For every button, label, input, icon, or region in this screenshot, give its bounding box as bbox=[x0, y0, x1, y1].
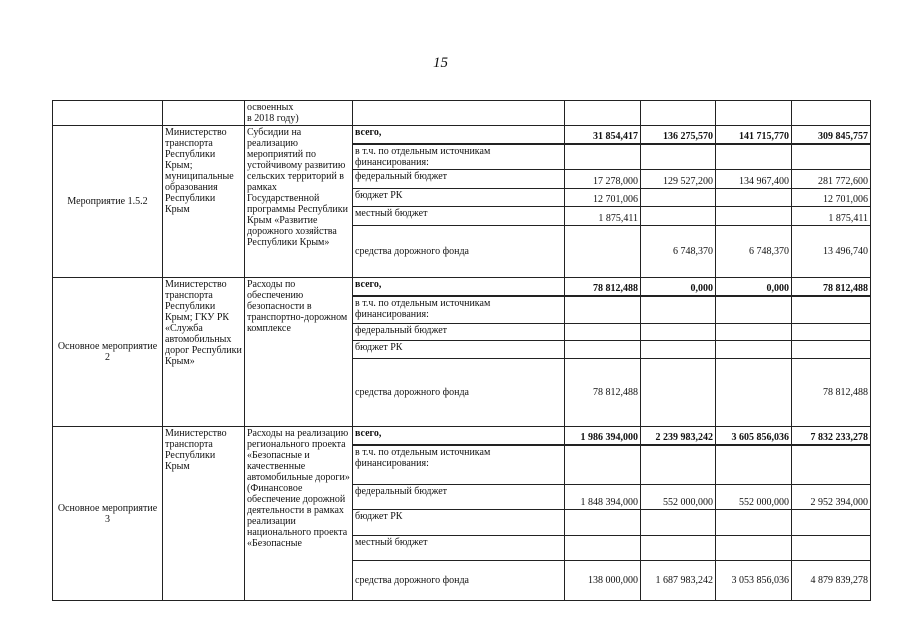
amount-cell bbox=[792, 341, 871, 359]
amount-cell: 2 239 983,242 bbox=[641, 427, 716, 445]
amount-cell: 309 845,757 bbox=[792, 126, 871, 144]
amount-cell bbox=[792, 144, 871, 170]
table-row bbox=[53, 126, 871, 144]
source-cell: средства дорожного фонда bbox=[353, 359, 565, 427]
amount-cell: 1 687 983,242 bbox=[641, 561, 716, 601]
amount-cell bbox=[716, 341, 792, 359]
page-number: 15 bbox=[433, 55, 448, 71]
amount-cell: 31 854,417 bbox=[565, 126, 641, 144]
amount-cell: 1 848 394,000 bbox=[565, 485, 641, 510]
amount-cell bbox=[716, 144, 792, 170]
table-row bbox=[53, 101, 871, 126]
amount-cell: 1 875,411 bbox=[565, 207, 641, 226]
amount-cell bbox=[716, 445, 792, 485]
amount-cell bbox=[641, 359, 716, 427]
amount-cell: 1 875,411 bbox=[792, 207, 871, 226]
amount-cell: 134 967,400 bbox=[716, 170, 792, 189]
amount-cell: 0,000 bbox=[716, 278, 792, 296]
description-cell: Расходы на реализацию регионального проекта «Безопасные и качественные автомобильные дороги» (Финансовое обеспечение дорожной деятельности в рамках реализации национального проекта «Безопасные bbox=[245, 427, 353, 601]
amount-cell bbox=[565, 510, 641, 536]
amount-cell: 141 715,770 bbox=[716, 126, 792, 144]
amount-cell: 4 879 839,278 bbox=[792, 561, 871, 601]
amount-cell bbox=[641, 207, 716, 226]
amount-cell bbox=[641, 510, 716, 536]
amount-cell bbox=[565, 536, 641, 561]
executor-cell: Министерство транспорта Республики Крым; муниципальные образования Республики Крым bbox=[163, 126, 245, 278]
amount-cell bbox=[792, 296, 871, 324]
amount-cell: 78 812,488 bbox=[565, 359, 641, 427]
amount-cell: 129 527,200 bbox=[641, 170, 716, 189]
amount-cell bbox=[565, 341, 641, 359]
amount-cell: 6 748,370 bbox=[641, 226, 716, 278]
source-cell: бюджет РК bbox=[353, 189, 565, 207]
amount-cell bbox=[792, 324, 871, 341]
source-cell: федеральный бюджет bbox=[353, 170, 565, 189]
amount-cell bbox=[716, 536, 792, 561]
amount-cell: 6 748,370 bbox=[716, 226, 792, 278]
amount-cell bbox=[716, 189, 792, 207]
amount-cell: 17 278,000 bbox=[565, 170, 641, 189]
amount-cell bbox=[565, 226, 641, 278]
amount-cell: 12 701,006 bbox=[565, 189, 641, 207]
amount-cell bbox=[641, 536, 716, 561]
amount-cell: 138 000,000 bbox=[565, 561, 641, 601]
budget-table bbox=[52, 100, 871, 601]
amount-cell: 12 701,006 bbox=[792, 189, 871, 207]
amount-cell bbox=[565, 324, 641, 341]
amount-cell bbox=[716, 296, 792, 324]
executor-cell: Министерство транспорта Республики Крым; ГКУ РК «Служба автомобильных дорог Республики Крым» bbox=[163, 278, 245, 427]
amount-cell: 78 812,488 bbox=[792, 278, 871, 296]
source-cell: местный бюджет bbox=[353, 536, 565, 561]
executor-cell: Министерство транспорта Республики Крым bbox=[163, 427, 245, 601]
source-cell: в т.ч. по отдельным источникам финансирования: bbox=[353, 445, 565, 485]
amount-cell bbox=[792, 510, 871, 536]
amount-cell bbox=[641, 341, 716, 359]
amount-cell bbox=[792, 445, 871, 485]
amount-cell bbox=[716, 510, 792, 536]
amount-cell bbox=[641, 144, 716, 170]
amount-cell: 3 605 856,036 bbox=[716, 427, 792, 445]
source-cell: федеральный бюджет bbox=[353, 324, 565, 341]
group-name-cell: Основное мероприятие 3 bbox=[53, 427, 163, 601]
amount-cell: 3 053 856,036 bbox=[716, 561, 792, 601]
amount-cell bbox=[565, 144, 641, 170]
source-cell: средства дорожного фонда bbox=[353, 226, 565, 278]
source-cell: бюджет РК bbox=[353, 341, 565, 359]
amount-cell bbox=[716, 207, 792, 226]
amount-cell: 7 832 233,278 bbox=[792, 427, 871, 445]
amount-cell: 136 275,570 bbox=[641, 126, 716, 144]
table-row bbox=[53, 278, 871, 296]
group-name-cell: Основное мероприятие 2 bbox=[53, 278, 163, 427]
amount-cell bbox=[565, 445, 641, 485]
amount-cell: 1 986 394,000 bbox=[565, 427, 641, 445]
source-cell: федеральный бюджет bbox=[353, 485, 565, 510]
amount-cell: 281 772,600 bbox=[792, 170, 871, 189]
source-cell: в т.ч. по отдельным источникам финансирования: bbox=[353, 296, 565, 324]
amount-cell: 78 812,488 bbox=[565, 278, 641, 296]
description-cell: Расходы по обеспечению безопасности в транспортно-дорожном комплексе bbox=[245, 278, 353, 427]
description-cell: Субсидии на реализацию мероприятий по устойчивому развитию сельских территорий в рамках Государственной программы Республики Крым «Развитие дорожного хозяйства Республики Крым» bbox=[245, 126, 353, 278]
amount-cell bbox=[641, 324, 716, 341]
amount-cell bbox=[716, 324, 792, 341]
description-cell: освоенных в 2018 году) bbox=[245, 101, 353, 126]
amount-cell: 552 000,000 bbox=[716, 485, 792, 510]
source-cell: всего, bbox=[353, 427, 565, 445]
amount-cell bbox=[641, 445, 716, 485]
amount-cell: 0,000 bbox=[641, 278, 716, 296]
amount-cell: 2 952 394,000 bbox=[792, 485, 871, 510]
source-cell: в т.ч. по отдельным источникам финансирования: bbox=[353, 144, 565, 170]
amount-cell: 13 496,740 bbox=[792, 226, 871, 278]
source-cell: всего, bbox=[353, 126, 565, 144]
amount-cell bbox=[716, 359, 792, 427]
amount-cell bbox=[641, 189, 716, 207]
source-cell: бюджет РК bbox=[353, 510, 565, 536]
source-cell: всего, bbox=[353, 278, 565, 296]
table-row bbox=[53, 427, 871, 445]
source-cell: местный бюджет bbox=[353, 207, 565, 226]
amount-cell: 78 812,488 bbox=[792, 359, 871, 427]
group-name-cell: Мероприятие 1.5.2 bbox=[53, 126, 163, 278]
amount-cell bbox=[641, 296, 716, 324]
amount-cell: 552 000,000 bbox=[641, 485, 716, 510]
amount-cell bbox=[792, 536, 871, 561]
amount-cell bbox=[565, 296, 641, 324]
source-cell: средства дорожного фонда bbox=[353, 561, 565, 601]
